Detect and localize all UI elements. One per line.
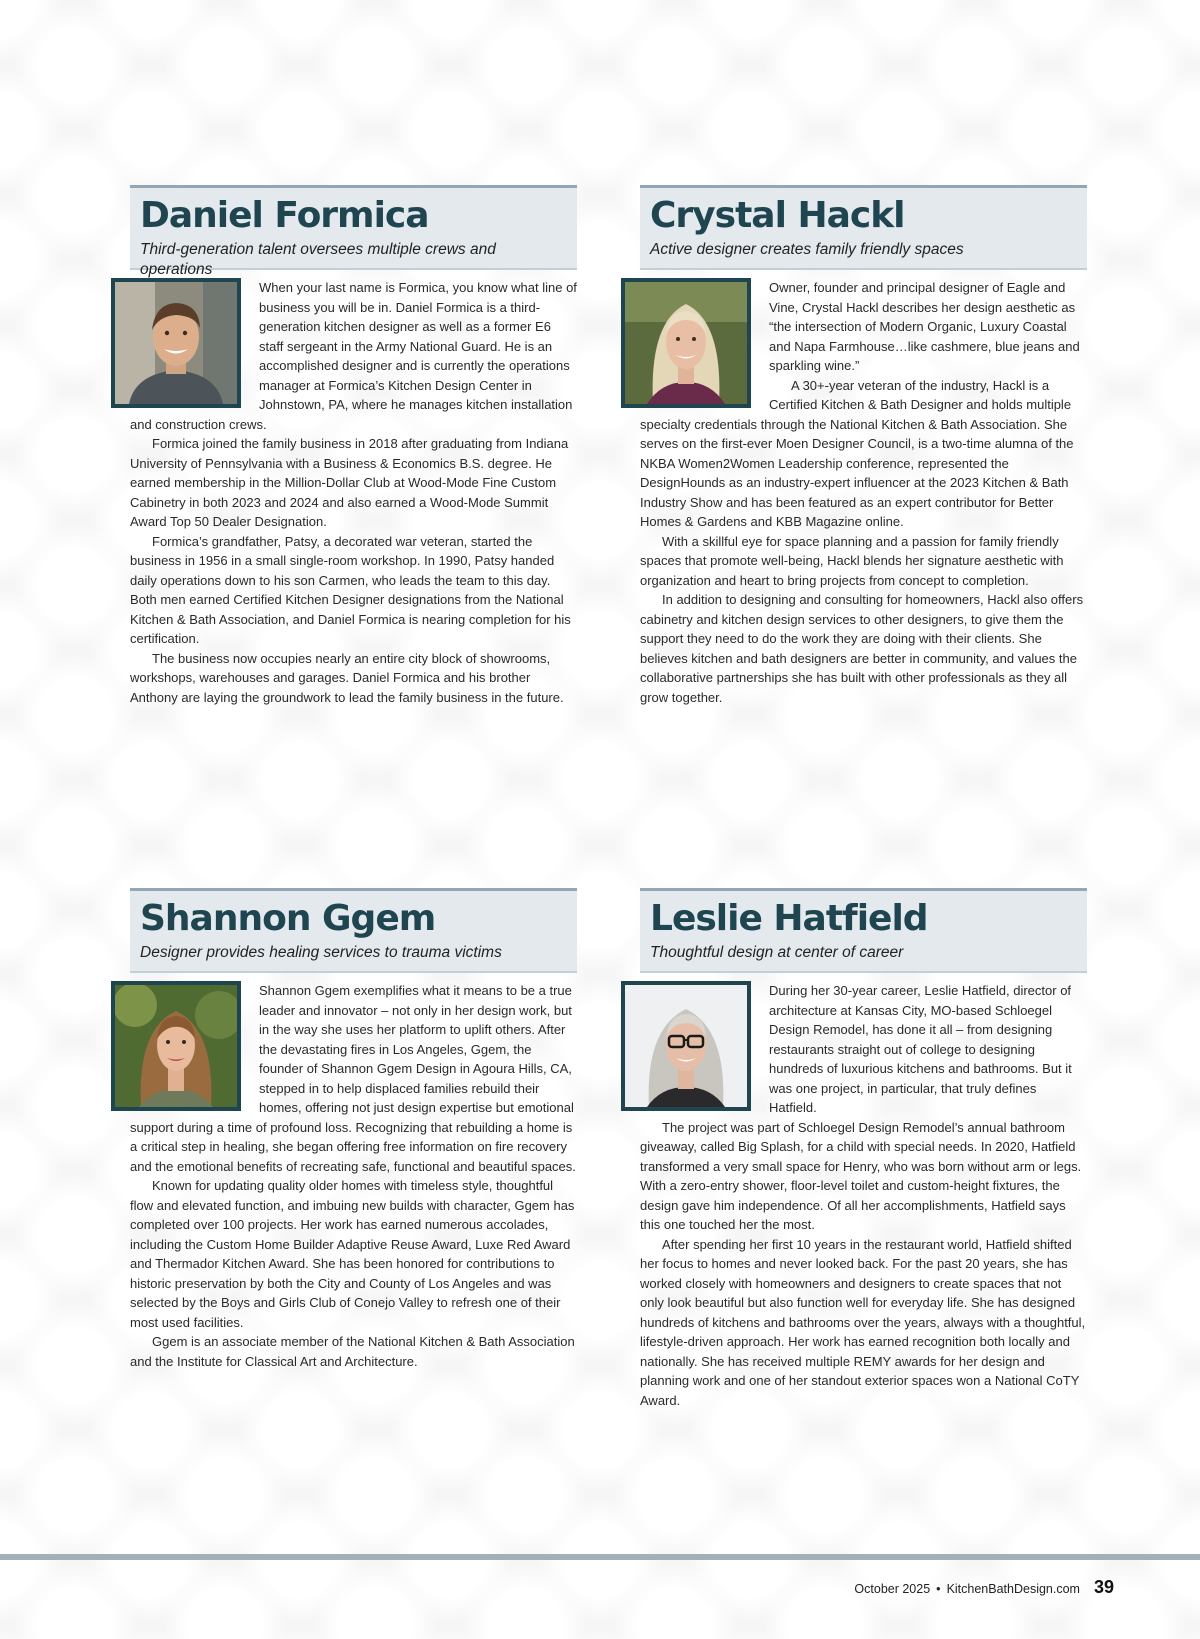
paragraph: When your last name is Formica, you know what line of business you will be in. Daniel Formica is a third-generation kitchen designer as well as a former E6 staff sergeant in the Army National Guard. He is an accomplished designer and is currently the operations manager at Formica’s Kitchen Design Center in Johnstown, PA, where he manages kitchen installation and construction crews. — [130, 280, 577, 432]
footer-date: October 2025 — [854, 1582, 931, 1596]
profile-name: Leslie Hatfield — [650, 898, 928, 939]
profile-name: Crystal Hackl — [650, 195, 905, 236]
headshot-photo — [111, 981, 241, 1111]
footer-rule — [0, 1554, 1200, 1560]
paragraph: Shannon Ggem exemplifies what it means to be a true leader and innovator – not only in her design work, but in the way she uses her platform to uplift others. After the devastating fires in Los Angeles, Ggem, the founder of Shannon Ggem Design in Agoura Hills, CA, stepped in to help displaced families rebuild their homes, offering not just design expertise but emotional support during a time of profound loss. Recognizing that rebuilding a home is a critical step in healing, she began offering free information on fire recovery and the emotional benefits of recreating safe, functional and beautiful spaces. — [130, 983, 576, 1174]
profile-shannon-ggem — [130, 888, 577, 1371]
portrait-image — [625, 985, 747, 1107]
profile-header — [640, 888, 1087, 973]
paragraph: During her 30-year career, Leslie Hatfield, director of architecture at Kansas City, MO-based Schloegel Design Remodel, has done it all – from designing restaurants straight out of college to designing hundreds of luxurious kitchens and bathrooms. But it was one project, in particular, that truly defines Hatfield. — [769, 983, 1072, 1115]
profile-tagline: Designer provides healing services to trauma victims — [140, 944, 502, 961]
paragraph: With a skillful eye for space planning and a passion for family friendly spaces that promote well-being, Hackl blends her signature aesthetic with organization and heart to bring projects from concept to completion. — [640, 533, 1064, 588]
page-footer — [854, 1577, 1114, 1598]
paragraph: Owner, founder and principal designer of Eagle and Vine, Crystal Hackl describes her design aesthetic as “the intersection of Modern Organic, Luxury Coastal and Napa Farmhouse…like cashmere, blue jeans and sparkling wine.” — [769, 280, 1080, 373]
profile-tagline: Active designer creates family friendly spaces — [650, 241, 964, 258]
profile-name: Shannon Ggem — [140, 898, 436, 939]
paragraph: Formica joined the family business in 2018 after graduating from Indiana University of Pennsylvania with a Business & Economics B.S. degree. He earned membership in the Million-Dollar Club at Wood-Mode Fine Custom Cabinetry in both 2023 and 2024 and also earned a Wood-Mode Summit Award Top 50 Dealer Designation. — [130, 436, 569, 529]
paragraph: Formica’s grandfather, Patsy, a decorated war veteran, started the business in 1956 in a small single-room workshop. In 1990, Patsy handed daily operations down to his son Carmen, who leads the team to this day. Both men earned Certified Kitchen Designer designations from the National Kitchen & Bath Association, and Daniel Formica is nearing completion for his certification. — [130, 533, 571, 646]
profile-tagline: Third-generation talent oversees multiple crews and operations — [140, 241, 496, 278]
profile-tagline: Thoughtful design at center of career — [650, 944, 904, 961]
paragraph: The business now occupies nearly an entire city block of showrooms, workshops, warehouses and garages. Daniel Formica and his brother Anthony are laying the groundwork to lead the family business in the future. — [130, 650, 564, 705]
profile-leslie-hatfield — [640, 888, 1087, 1410]
page-number: 39 — [1093, 1577, 1114, 1597]
portrait-image — [115, 985, 237, 1107]
paragraph: The project was part of Schloegel Design Remodel’s annual bathroom giveaway, called Big Splash, for a child with special needs. In 2020, Hatfield transformed a very small space for Henry, who was born without arm or legs. With a zero-entry shower, floor-level toilet and custom-height fixtures, the design gave him independence. Of all her accomplishments, Hatfield says this one touched her the most. — [640, 1119, 1082, 1232]
paragraph: In addition to designing and consulting for homeowners, Hackl also offers cabinetry and kitchen design services to other designers, to give them the support they need to do the work they are doing with their clients. She believes kitchen and bath designers are better in community, and values the collaborative partnerships she has built with other professionals as they all grow together. — [640, 592, 1084, 705]
footer-site: KitchenBathDesign.com — [946, 1582, 1080, 1596]
paragraph: Ggem is an associate member of the National Kitchen & Bath Association and the Institute for Classical Art and Architecture. — [130, 1334, 575, 1369]
profile-header — [640, 185, 1087, 270]
paragraph: Known for updating quality older homes with timeless style, thoughtful flow and elevated function, and imbuing new builds with character, Ggem has completed over 100 projects. Her work has earned numerous accolades, including the Custom Home Builder Adaptive Reuse Award, Luxe Red Award and Thermador Kitchen Award. She has been honored for contributions to historic preservation by both the City and County of Los Angeles and was selected by the Boys and Girls Club of Conejo Valley to refresh one of their most used facilities. — [130, 1178, 575, 1330]
headshot-photo — [111, 278, 241, 408]
profile-header — [130, 888, 577, 973]
profile-crystal-hackl — [640, 185, 1087, 707]
portrait-image — [115, 282, 237, 404]
footer-separator: • — [936, 1582, 941, 1596]
headshot-photo — [621, 278, 751, 408]
profile-header — [130, 185, 577, 278]
headshot-photo — [621, 981, 751, 1111]
profile-name: Daniel Formica — [140, 195, 429, 236]
paragraph: A 30+-year veteran of the industry, Hackl is a Certified Kitchen & Bath Designer and holds multiple specialty credentials through the National Kitchen & Bath Association. She serves on the first-ever Moen Designer Council, is a two-time alumna of the NKBA Women2Women Leadership conference, represented the DesignHounds as an industry-expert influencer at the 2023 Kitchen & Bath Industry Show and has been featured as an expert contributor for Better Homes & Gardens and KBB Magazine online. — [640, 377, 1074, 529]
paragraph: After spending her first 10 years in the restaurant world, Hatfield shifted her focus to homes and never looked back. For the past 20 years, she has worked closely with homeowners and designers to create spaces that not only look beautiful but also function well for everyday life. She has designed hundreds of kitchens and bathrooms over the years, always with a thoughtful, lifestyle-driven approach. Her work has earned recognition both locally and nationally. She has received multiple REMY awards for her design and planning work and one of her standout exterior spaces won a National CoTY Award. — [640, 1236, 1086, 1408]
portrait-image — [625, 282, 747, 404]
profile-daniel-formica — [130, 185, 577, 707]
